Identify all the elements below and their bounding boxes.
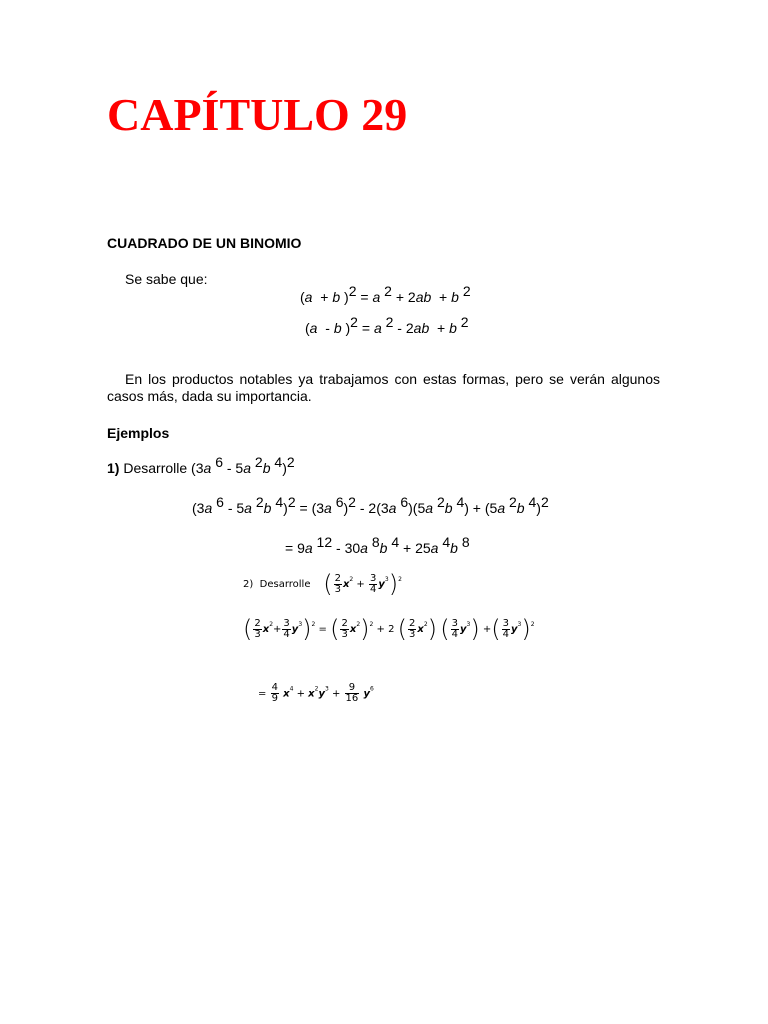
section-heading: CUADRADO DE UN BINOMIO xyxy=(107,235,302,251)
example-1-number: 1) xyxy=(107,460,120,476)
example-2-prompt: Desarrolle xyxy=(259,579,311,590)
example-1-expansion: (3a $^6$ - 5a $^2$b $^4$)$^2$ = (3a $^6$)$^2$ - 2(3a $^6$)(5a $^2$b $^4$) + (5a $^2$b $^4$)$^2$ xyxy=(192,494,549,516)
explanation-paragraph: En los productos notables ya trabajamos con estas formas, pero se verán algunos casos más, dada su importancia. xyxy=(107,371,660,404)
formula-diff-square: (a - b )$^2$ = a $^2$ - 2ab + b $^2$ xyxy=(305,314,469,336)
example-2-expansion: ( $\frac{2}{3}$ $x^2+$ $\frac{3}{4}$ $y^3)^2$ = ( $\frac{2}{3}$ $x^2)^2 + 2$ ( $\frac{2}{3}$ $x^2$) ( $\frac{3}{4}$ $y^3$) +( $\frac{3}{4}$ $y^3)^2$ xyxy=(243,615,535,643)
formula-sum-square: (a + b )$^2$ = a $^2$ + 2ab + b $^2$ xyxy=(300,283,471,305)
examples-heading: Ejemplos xyxy=(107,425,170,441)
example-1-statement: 1) Desarrolle (3a $^6$ - 5a $^2$b $^4$)$^2$ xyxy=(107,454,295,476)
chapter-title: CAPÍTULO 29 xyxy=(107,89,408,140)
intro-text: Se sabe que: xyxy=(125,271,208,287)
example-2-number: 2) xyxy=(243,579,254,590)
example-1-result: = 9a $^{12}$ - 30a $^8$b $^4$ + 25a $^4$b $^8$ xyxy=(285,534,470,556)
example-2-statement: 2) Desarrolle ( $\frac{2}{3}$ $x^2$ + $\frac{3}{4}$ $y^3)^2$ xyxy=(243,570,402,598)
example-2-result: = $\frac{4}{9}$ $x^4 + x^2y^3$ + $\frac{9}{16}$ $y^6$ xyxy=(258,682,374,704)
example-1-prompt: Desarrolle xyxy=(123,460,188,476)
